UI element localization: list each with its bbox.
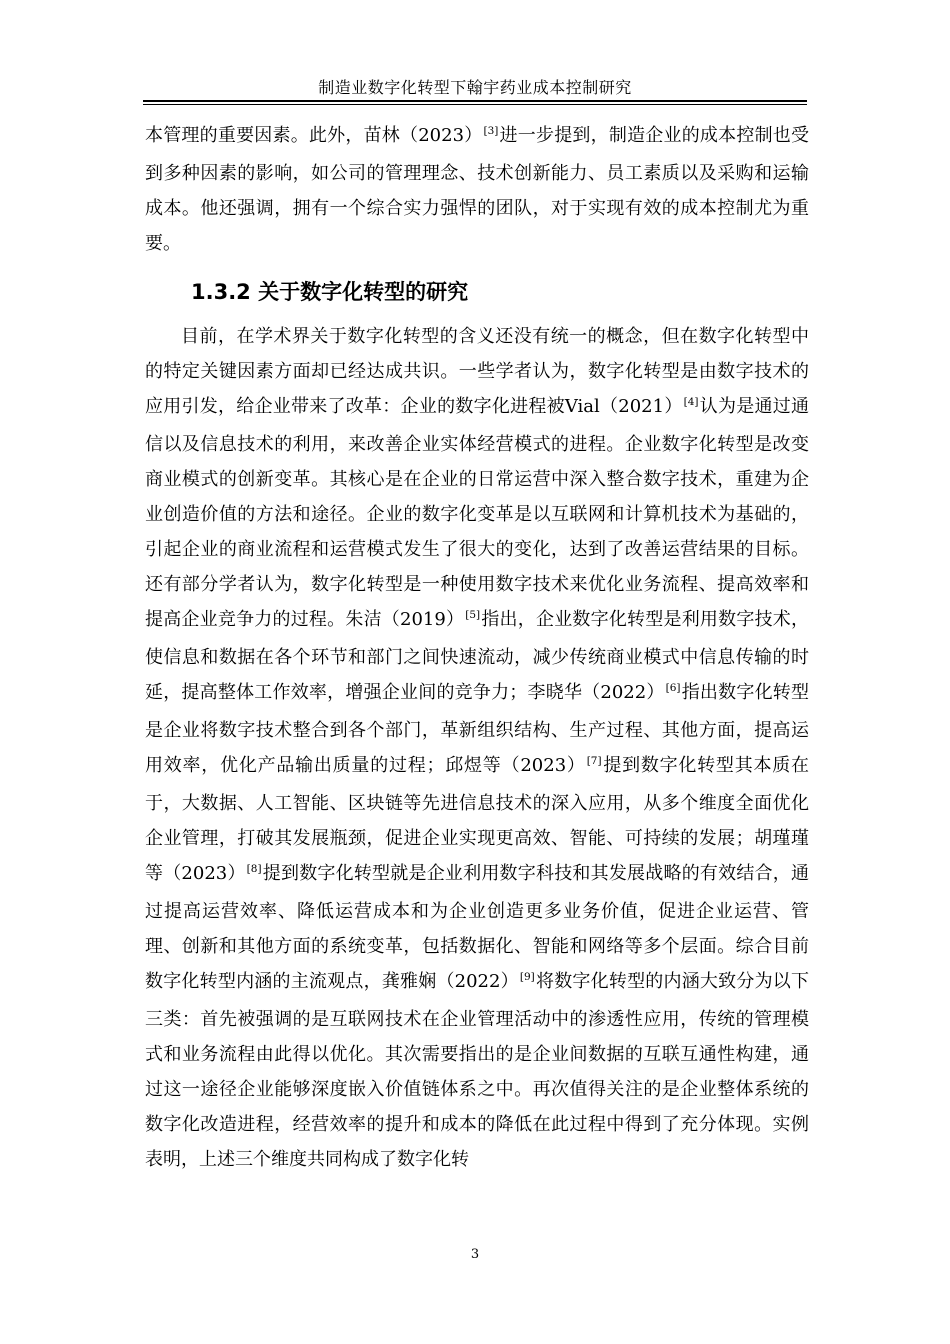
body-text-4: 指出数字化转型是企业将数字技术整合到各个部门，革新组织结构、生产过程、其他方面，提高运用效率，优化产品输出质量的过程；邱煜等（2023）	[145, 682, 810, 776]
citation-ref-4: [4]	[683, 396, 699, 408]
body-text-2: 认为是通过通信以及信息技术的利用，来改善企业实体经营模式的进程。企业数字化转型是改变商业模式的创新变革。其核心是在企业的日常运营中深入整合数字技术，重建为企业创造价值的方法和途径。企业的数字化变革是以互联网和计算机技术为基础的，引起企业的商业流程和运营模式发生了很大的变化，达到了改善运营结果的目标。还有部分学者认为，数字化转型是一种使用数字技术来优化业务流程、提高效率和提高企业竞争力的过程。朱洁（2019）	[145, 396, 810, 630]
citation-ref-9: [9]	[519, 971, 535, 983]
page-number: 3	[470, 1247, 480, 1262]
citation-ref-6: [6]	[665, 682, 681, 694]
body-text-3: 指出，企业数字化转型是利用数字技术，使信息和数据在各个环节和部门之间快速流动，减少传统商业模式中信息传输的时延，提高整体工作效率，增强企业间的竞争力；李晓华（2022）	[145, 609, 809, 703]
intro-paragraph	[145, 118, 809, 261]
citation-ref-3: [3]	[483, 125, 499, 137]
body-text-1: 目前，在学术界关于数字化转型的含义还没有统一的概念，但在数字化转型中的特定关键因素方面却已经达成共识。一些学者认为，数字化转型是由数字技术的应用引发，给企业带来了改革：企业的数字化进程被Vial（2021）	[145, 326, 809, 417]
citation-ref-5: [5]	[465, 609, 481, 621]
body-text-7: 将数字化转型的内涵大致分为以下三类：首先被强调的是互联网技术在企业管理活动中的渗透性应用，传统的管理模式和业务流程由此得以优化。其次需要指出的是企业间数据的互联互通性构建，通过这一途径企业能够深度嵌入价值链体系之中。再次值得关注的是企业整体系统的数字化改造进程，经营效率的提升和成本的降低在此过程中得到了充分体现。实例表明，上述三个维度共同构成了数字化转	[145, 971, 810, 1170]
body-paragraph	[145, 319, 809, 1177]
citation-ref-7: [7]	[586, 755, 602, 767]
citation-ref-8: [8]	[246, 863, 262, 875]
running-header-title: 制造业数字化转型下翰宇药业成本控制研究	[318, 78, 632, 97]
header-rule-thick	[143, 100, 807, 102]
page-content	[145, 118, 809, 1177]
intro-text-2: 进一步提到，制造企业的成本控制也受到多种因素的影响，如公司的管理理念、技术创新能力、员工素质以及采购和运输成本。他还强调，拥有一个综合实力强悍的团队，对于实现有效的成本控制尤为重要。	[145, 125, 809, 254]
body-text-6: 提到数字化转型就是企业利用数字科技和其发展战略的有效结合，通过提高运营效率、降低运营成本和为企业创造更多业务价值，促进企业运营、管理、创新和其他方面的系统变革，包括数据化、智能和网络等多个层面。综合目前数字化转型内涵的主流观点，龚雅娴（2022）	[145, 863, 809, 992]
body-text-5: 提到数字化转型其本质在于，大数据、人工智能、区块链等先进信息技术的深入应用，从多个维度全面优化企业管理，打破其发展瓶颈，促进企业实现更高效、智能、可持续的发展；胡瑾瑾等（2023）	[145, 755, 809, 884]
intro-text-1: 本管理的重要因素。此外，苗林（2023）	[145, 125, 483, 146]
section-heading: 1.3.2 关于数字化转型的研究	[191, 280, 469, 304]
header-rule-thin	[143, 104, 807, 105]
